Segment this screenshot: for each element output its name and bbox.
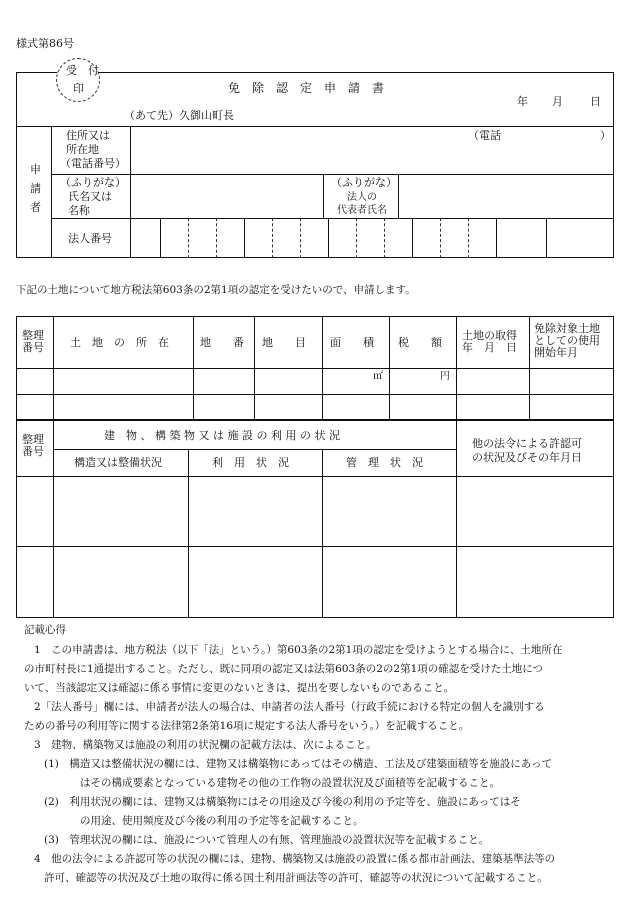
name-label-line2: 氏名又は	[68, 190, 112, 203]
note-line: (3) 管理状況の欄には、施設について管理人の有無、管理施設の設置状況等を記載すること。	[44, 834, 490, 846]
land-header-area: 面 積	[330, 336, 374, 349]
note-line: 1 この申請書は、地方税法（以下「法」という。）第603条の2第1項の認定を受けようとする場合に、土地所在	[34, 644, 563, 656]
rep-label-line2: 法人の	[347, 192, 377, 203]
usage-header-management: 管 理 状 況	[346, 456, 423, 469]
grid-line	[322, 316, 323, 420]
grid-line	[389, 316, 390, 420]
notes-title: 記載心得	[24, 624, 66, 636]
grid-line	[254, 316, 255, 420]
grid-line	[16, 546, 614, 547]
land-header-tax: 税 額	[398, 336, 442, 349]
grid-line	[546, 218, 547, 258]
grid-line	[188, 449, 189, 618]
date-month: 月	[552, 95, 563, 108]
usage-header-seiri: 整理 番号	[22, 433, 44, 458]
land-header-seiri: 整理 番号	[22, 329, 44, 354]
representative-name-field[interactable]	[400, 176, 612, 216]
land-header-category: 地 目	[262, 336, 306, 349]
name-label-line3: 名称	[68, 204, 90, 217]
addressee: （あて先）久御山町長	[124, 109, 234, 122]
land-header-lot: 地 番	[200, 336, 244, 349]
grid-line	[53, 316, 54, 420]
stamp-label-top: 受 付	[66, 64, 99, 77]
address-label-line3: （電話番号）	[60, 157, 126, 170]
grid-line	[456, 420, 457, 618]
grid-line	[529, 316, 530, 420]
grid-line	[16, 476, 614, 477]
grid-line	[16, 368, 614, 369]
grid-line	[53, 420, 54, 618]
phone-open: （電話	[468, 129, 501, 142]
note-line: ための番号の利用等に関する法律第2条第16項に規定する法人番号をいう。）を記載すること。	[24, 720, 470, 732]
grid-line	[53, 449, 456, 450]
name-label-line1: （ふりがな）	[60, 176, 126, 189]
grid-line	[16, 394, 614, 395]
usage-header-other-law: 他の法令による許認可 の状況及びその年月日	[472, 437, 582, 464]
grid-line	[51, 126, 52, 258]
note-line: (2) 利用状況の欄には、建物又は構築物にはその用途及び今後の利用の予定等を、施設にあってはそ	[44, 796, 521, 808]
unit-square-meter: ㎡	[373, 371, 383, 382]
land-header-location: 土 地 の 所 在	[70, 336, 169, 349]
usage-header-utilization: 利 用 状 況	[212, 456, 289, 469]
rep-label-line3: 代表者氏名	[337, 205, 387, 216]
name-field[interactable]	[132, 176, 321, 216]
note-line: はその構成要素となっている建物その他の工作物の設置状況及び面積等を記載すること。	[80, 777, 500, 789]
applicant-label: 申 請 者	[30, 163, 41, 214]
corporate-number-label: 法人番号	[68, 232, 112, 245]
form-number: 様式第86号	[16, 37, 74, 50]
date-year: 年	[517, 95, 528, 108]
usage-header-structure: 構造又は整備状況	[74, 456, 162, 469]
grid-line	[193, 316, 194, 420]
grid-line	[322, 449, 323, 618]
grid-line	[323, 174, 324, 218]
land-header-acquired: 土地の取得 年 月 日	[462, 329, 517, 354]
note-line: 2「法人番号」欄には、申請者が法人の場合は、申請者の法人番号（行政手続における特定の個人を識別する	[34, 701, 545, 713]
land-header-use-start: 免除対象土地 としての使用 開始年月	[534, 322, 600, 359]
grid-line	[51, 218, 614, 219]
grid-line	[130, 126, 131, 258]
address-label-line2: 所在地	[66, 143, 99, 156]
note-line: の用途、使用頻度及び今後の利用の予定等を記載すること。	[80, 815, 364, 827]
grid-line	[456, 316, 457, 420]
note-line: 3 建物、構築物又は施設の利用の状況欄の記載方法は、次によること。	[34, 739, 377, 751]
grid-line	[160, 218, 161, 258]
address-label-line1: 住所又は	[66, 129, 110, 142]
stamp-label-bottom: 印	[73, 82, 84, 95]
note-line: の市町村長に1通提出すること。ただし、既に同項の認定又は法第603条の2の2第1項の確認を受けた土地につ	[24, 663, 544, 675]
note-line: いて、当該認定又は確認に係る事情に変更のないときは、提出を要しないものであること。	[24, 682, 455, 694]
grid-line	[51, 174, 614, 175]
note-line: 4 他の法令による許認可等の状況の欄には、建物、構築物又は施設の設置に係る都市計画法、建築基準法等の	[34, 853, 556, 865]
phone-close: ）	[600, 129, 611, 142]
unit-yen: 円	[440, 371, 450, 382]
application-statement: 下記の土地について地方税法第603条の2第1項の認定を受けたいので、申請します。	[16, 284, 416, 296]
grid-line	[398, 174, 399, 218]
corporate-number-field[interactable]	[162, 220, 544, 256]
reception-stamp	[56, 58, 100, 102]
usage-header-main: 建 物 、 構 築 物 又 は 施 設 の 利 用 の 状 況	[104, 429, 340, 442]
grid-line	[16, 126, 614, 127]
date-day: 日	[590, 95, 601, 108]
rep-label-line1: （ふりがな）	[331, 176, 397, 189]
address-field[interactable]	[132, 142, 612, 172]
note-line: 許可、確認等の状況及び土地の取得に係る国土利用計画法等の許可、確認等の状況について記載すること。	[44, 872, 548, 884]
form-title: 免 除 認 定 申 請 書	[228, 81, 385, 95]
note-line: (1) 構造又は整備状況の欄には、建物又は構築物にあってはその構造、工法及び建築面積等を施設にあって	[44, 758, 553, 770]
